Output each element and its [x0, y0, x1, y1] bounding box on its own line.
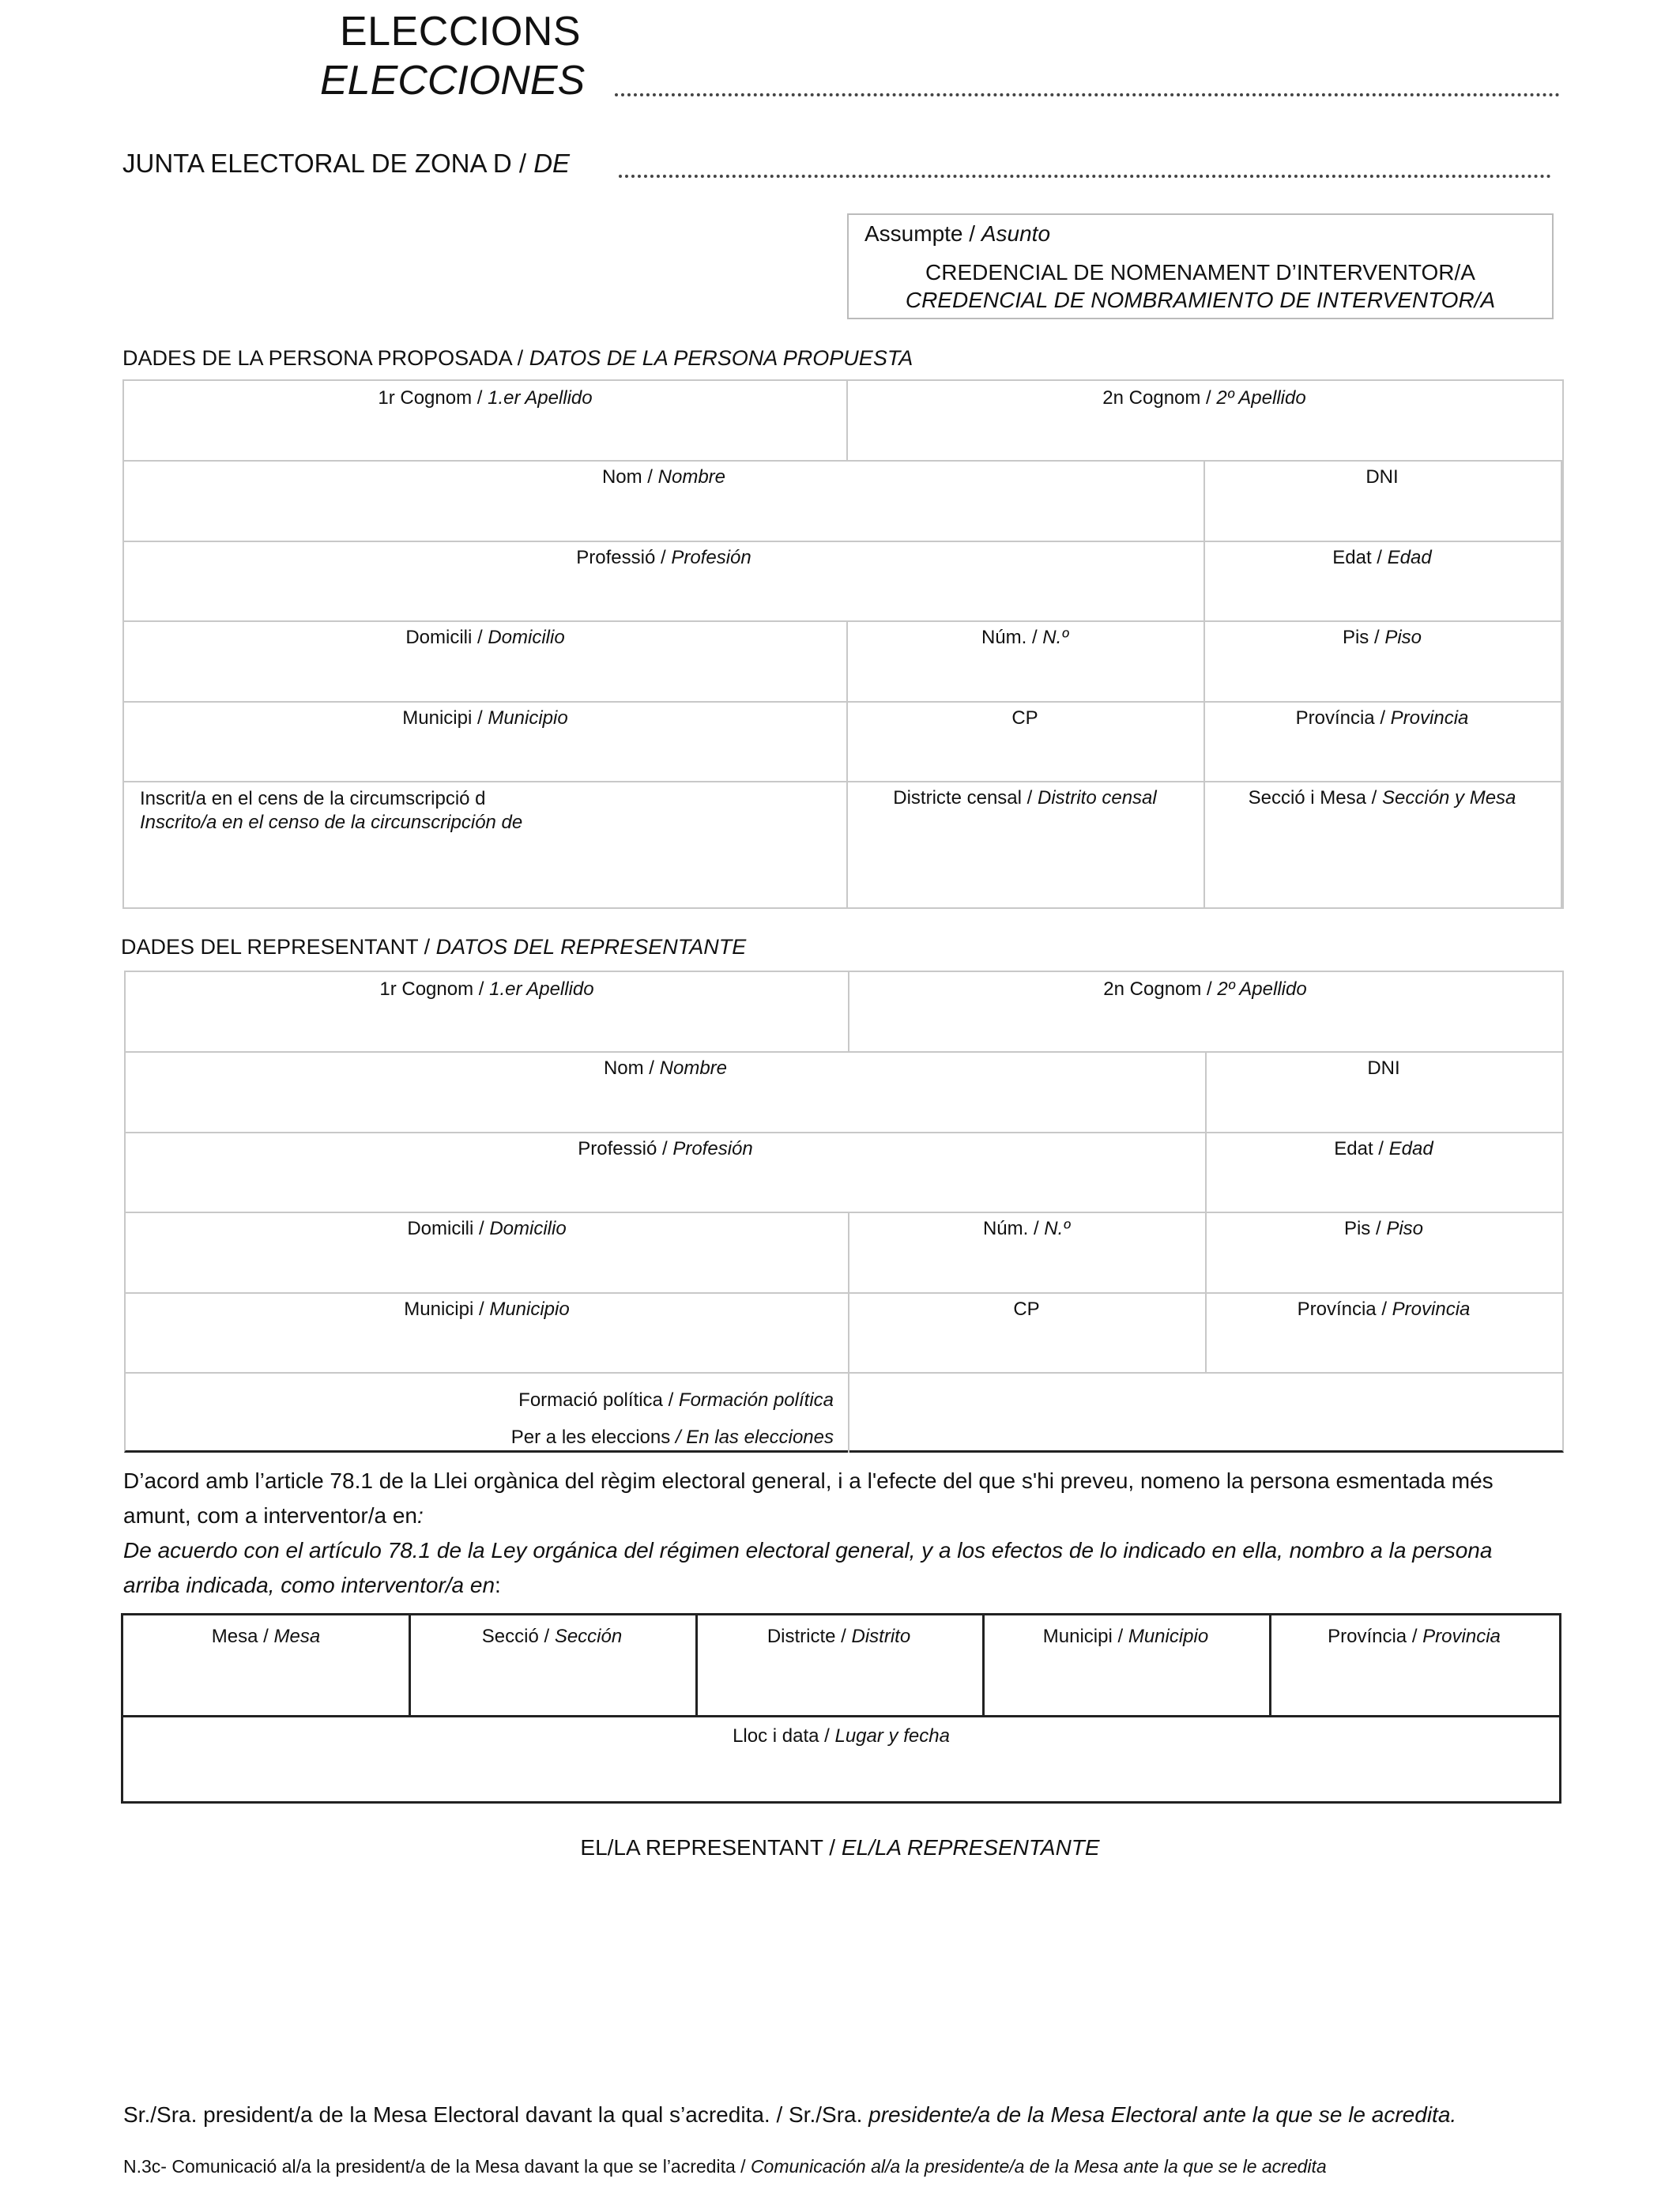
census-label-spanish: Inscrito/a en el censo de la circunscripción de	[140, 812, 523, 833]
electoral-board-label: JUNTA ELECTORAL DE ZONA D / DE	[122, 149, 571, 178]
representative-number-field[interactable]: Núm. / N.º	[982, 1218, 1071, 1239]
proposed-number-field[interactable]: Núm. / N.º	[981, 627, 1069, 648]
representative-profession-field[interactable]: Professió / Profesión	[578, 1138, 753, 1159]
proposed-address-field[interactable]: Domicili / Domicilio	[405, 627, 565, 648]
assignment-place-date-field[interactable]: Lloc i data / Lugar y fecha	[733, 1725, 950, 1747]
representative-name-field[interactable]: Nom / Nombre	[603, 1057, 728, 1079]
assignment-table	[121, 1613, 1561, 1804]
representative-age-field[interactable]: Edat / Edad	[1334, 1138, 1433, 1159]
declaration-text	[123, 1464, 1554, 1603]
representative-province-field[interactable]: Província / Provincia	[1297, 1299, 1471, 1320]
subject-label: Assumpte / Asunto	[864, 221, 1051, 246]
signature-label: EL/LA REPRESENTANT / EL/LA REPRESENTANTE	[580, 1835, 1100, 1860]
proposed-district-field[interactable]: Districte censal / Distrito censal	[893, 787, 1157, 809]
elections-title-catalan: ELECCIONS	[340, 9, 582, 55]
signature-area[interactable]	[616, 1881, 1090, 2039]
proposed-person-section-title: DADES DE LA PERSONA PROPOSADA / DATOS DE LA PERSONA PROPUESTA	[122, 346, 913, 370]
proposed-name-field[interactable]: Nom / Nombre	[601, 466, 726, 488]
addressee-line: Sr./Sra. president/a de la Mesa Electoral davant la qual s’acredita. / Sr./Sra. presidente/a de la Mesa Electoral ante la que se le acredita.	[123, 2102, 1457, 2127]
representative-party-input[interactable]	[848, 1372, 1562, 1453]
proposed-section-field[interactable]: Secció i Mesa / Sección y Mesa	[1248, 787, 1516, 809]
proposed-surname1-field[interactable]: 1r Cognom / 1.er Apellido	[378, 387, 593, 409]
representative-section-title: DADES DEL REPRESENTANT / DATOS DEL REPRESENTANTE	[121, 935, 747, 959]
representative-municipality-field[interactable]: Municipi / Municipio	[404, 1299, 570, 1320]
proposed-cp-field[interactable]: CP	[1011, 707, 1038, 729]
assignment-municipality-field[interactable]: Municipi / Municipio	[1042, 1626, 1209, 1647]
representative-surname1-field[interactable]: 1r Cognom / 1.er Apellido	[379, 978, 594, 1000]
census-label-catalan: Inscrit/a en el cens de la circumscripció d	[140, 788, 486, 809]
representative-party-labels	[126, 1372, 848, 1453]
assignment-district-field[interactable]: Districte / Distrito	[767, 1626, 911, 1647]
proposed-census-field[interactable]	[124, 781, 846, 907]
assignment-mesa-field[interactable]: Mesa / Mesa	[211, 1626, 321, 1647]
proposed-floor-field[interactable]: Pis / Piso	[1342, 627, 1422, 648]
declaration-spanish-line1: De acuerdo con el artículo 78.1 de la Ley orgánica del régimen electoral general, y a los efectos de lo indicado en ella, nombro a la persona	[123, 1538, 1493, 1563]
elections-fill-line[interactable]	[615, 87, 1560, 96]
representative-surname2-field[interactable]: 2n Cognom / 2º Apellido	[1103, 978, 1307, 1000]
elections-title-spanish: ELECCIONES	[320, 58, 586, 104]
representative-dni-field[interactable]: DNI	[1367, 1057, 1400, 1079]
declaration-catalan-line2: amunt, com a interventor/a en:	[123, 1503, 424, 1528]
representative-table	[124, 971, 1564, 1453]
assignment-section-field[interactable]: Secció / Sección	[481, 1626, 623, 1647]
declaration-spanish-line2: arriba indicada, como interventor/a en:	[123, 1573, 501, 1597]
form-code-line: N.3c- Comunicació al/a la president/a de la Mesa davant la que se l’acredita / Comunicación al/a la presidente/a de la Mesa ante la que se le acredita	[123, 2156, 1327, 2177]
proposed-age-field[interactable]: Edat / Edad	[1332, 547, 1432, 568]
subject-line-catalan: CREDENCIAL DE NOMENAMENT D’INTERVENTOR/A	[925, 260, 1475, 285]
subject-box	[847, 213, 1554, 319]
proposed-municipality-field[interactable]: Municipi / Municipio	[402, 707, 568, 729]
proposed-person-table	[122, 379, 1564, 909]
elections-label: Per a les eleccions / En las elecciones	[510, 1427, 834, 1448]
party-label: Formació política / Formación política	[518, 1389, 834, 1411]
proposed-province-field[interactable]: Província / Provincia	[1295, 707, 1469, 729]
assignment-province-field[interactable]: Província / Provincia	[1328, 1626, 1501, 1647]
representative-floor-field[interactable]: Pis / Piso	[1343, 1218, 1424, 1239]
declaration-catalan-line1: D’acord amb l’article 78.1 de la Llei orgànica del règim electoral general, i a l'efecte del que s'hi preveu, nomeno la persona esmentada més	[123, 1468, 1494, 1493]
proposed-surname2-field[interactable]: 2n Cognom / 2º Apellido	[1102, 387, 1306, 409]
subject-line-spanish: CREDENCIAL DE NOMBRAMIENTO DE INTERVENTOR/A	[905, 288, 1496, 312]
proposed-dni-field[interactable]: DNI	[1365, 466, 1399, 488]
representative-address-field[interactable]: Domicili / Domicilio	[407, 1218, 567, 1239]
proposed-profession-field[interactable]: Professió / Profesión	[576, 547, 751, 568]
representative-cp-field[interactable]: CP	[1013, 1299, 1040, 1320]
electoral-board-fill-line[interactable]	[619, 168, 1551, 178]
